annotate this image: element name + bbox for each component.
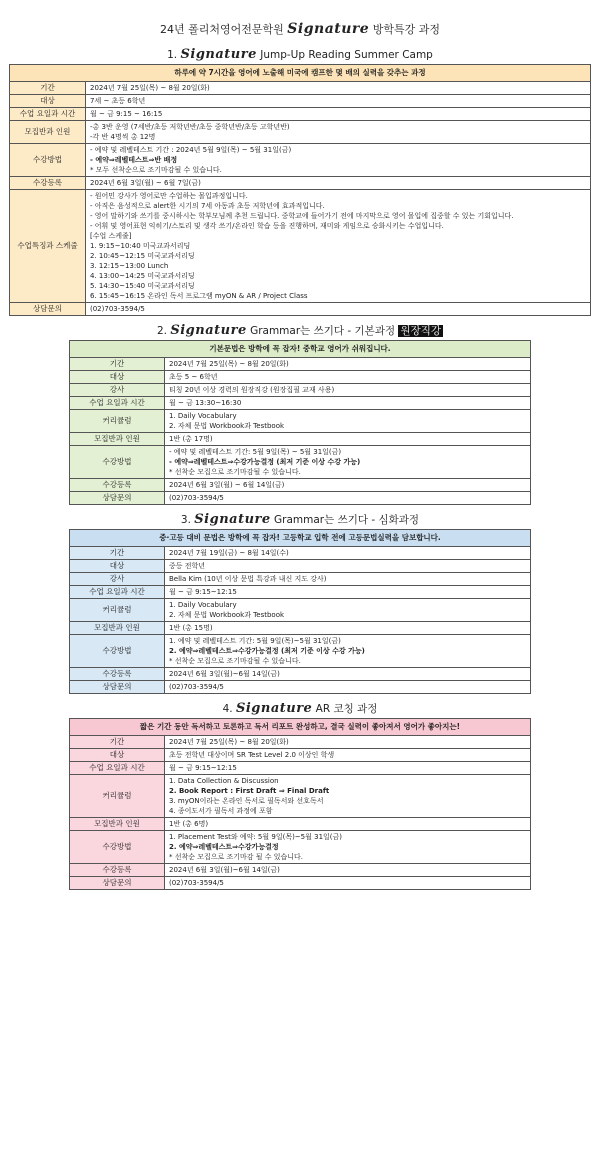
row-value bbox=[165, 371, 531, 384]
table-row bbox=[70, 384, 531, 397]
table-row bbox=[70, 681, 531, 694]
value-line: - 예약⇒레벨테스트⇒수강가능결정 (최저 기준 이상 수강 가능) bbox=[169, 458, 361, 466]
value-line: 2024년 7월 25일(목) ~ 8월 20일(화) bbox=[90, 84, 210, 92]
value-line: 3. 12:15~13:00 Lunch bbox=[90, 262, 169, 270]
row-label: 수업 요일과 시간 bbox=[70, 586, 165, 599]
value-line: 2024년 6월 3일(월) ~ 6월 14일(금) bbox=[169, 481, 285, 489]
row-value bbox=[165, 681, 531, 694]
row-label: 수강등록 bbox=[70, 668, 165, 681]
value-line: 티칭 20년 이상 경력의 원장직강 (원장집필 교재 사용) bbox=[169, 386, 335, 394]
table-row bbox=[70, 446, 531, 479]
value-line: 1반 (총 17명) bbox=[169, 435, 213, 443]
table-row bbox=[10, 108, 591, 121]
row-value bbox=[165, 384, 531, 397]
row-value bbox=[86, 108, 591, 121]
row-value bbox=[165, 573, 531, 586]
row-label: 수강방법 bbox=[70, 446, 165, 479]
table-row bbox=[70, 864, 531, 877]
value-line: [수업 스케줄] bbox=[90, 232, 132, 240]
row-value bbox=[86, 190, 591, 303]
row-label: 커리큘럼 bbox=[70, 775, 165, 818]
row-value bbox=[165, 547, 531, 560]
row-value bbox=[165, 877, 531, 890]
value-line: 2024년 7월 25일(목) ~ 8월 20일(화) bbox=[169, 360, 289, 368]
row-label: 수업 요일과 시간 bbox=[10, 108, 86, 121]
value-line: -총 3반 운영 (7세반/초등 저학년반/초등 중학년반/초등 고학년반) bbox=[90, 123, 290, 131]
section-3-table bbox=[69, 529, 531, 694]
table-row bbox=[70, 831, 531, 864]
row-label: 대상 bbox=[70, 560, 165, 573]
section-1-table bbox=[9, 64, 591, 316]
academy-name: 24년 폴리처영어전문학원 bbox=[160, 23, 284, 36]
table-row bbox=[70, 371, 531, 384]
table-row bbox=[70, 668, 531, 681]
section-3-headline: 중·고등 대비 문법은 방학에 꼭 잡자! 고등학교 입학 전에 고등문법실력을 담보합니다. bbox=[70, 530, 531, 547]
row-label: 기간 bbox=[70, 547, 165, 560]
value-line: 6. 15:45~16:15 온라인 독서 프로그램 myON & AR / Project Class bbox=[90, 292, 308, 300]
table-row bbox=[70, 547, 531, 560]
table-row bbox=[70, 433, 531, 446]
value-line: - 예약 및 레벨테스트 기간: 5월 9일(목) ~ 5월 31일(금) bbox=[169, 448, 342, 456]
row-label: 모집반과 인원 bbox=[10, 121, 86, 144]
table-row bbox=[10, 95, 591, 108]
section-2-table bbox=[69, 340, 531, 505]
value-line: - 예약⇒레벨테스트⇒반 배정 bbox=[90, 156, 178, 164]
value-line: 초등 5 ~ 6학년 bbox=[169, 373, 218, 381]
value-line: 5. 14:30~15:40 미국교과서리딩 bbox=[90, 282, 195, 290]
row-label: 대상 bbox=[70, 749, 165, 762]
table-row bbox=[70, 586, 531, 599]
value-line: - 아직은 음성적으로 alert한 시기의 7세 아동과 초등 저학년에 효과적입니다. bbox=[90, 202, 325, 210]
table-row bbox=[70, 492, 531, 505]
table-row bbox=[10, 190, 591, 303]
value-line: * 모두 선착순으로 조기마감될 수 있습니다. bbox=[90, 166, 222, 174]
section-3-title: 3. Signature Grammar는 쓰기다 - 심화과정 bbox=[180, 512, 420, 527]
value-line: 1. 예약 및 레벨테스트 기간: 5월 9일(목)~5월 31일(금) bbox=[169, 637, 341, 645]
table-row bbox=[70, 775, 531, 818]
row-value bbox=[165, 410, 531, 433]
section-1-title: 1. Signature Jump-Up Reading Summer Camp bbox=[167, 47, 433, 62]
value-line: 2024년 6월 3일(월)~6월 14일(금) bbox=[169, 866, 280, 874]
value-line: 1. Daily Vocabulary bbox=[169, 601, 237, 609]
table-row bbox=[10, 82, 591, 95]
table-row bbox=[10, 303, 591, 316]
row-value bbox=[86, 82, 591, 95]
row-label: 기간 bbox=[10, 82, 86, 95]
row-label: 모집반과 인원 bbox=[70, 622, 165, 635]
value-line: 7세 ~ 초등 6학년 bbox=[90, 97, 146, 105]
table-row bbox=[70, 479, 531, 492]
table-row bbox=[70, 560, 531, 573]
table-row bbox=[70, 762, 531, 775]
row-value bbox=[165, 446, 531, 479]
row-value bbox=[165, 831, 531, 864]
value-line: 1반 (총 15명) bbox=[169, 624, 213, 632]
value-line: * 선착순 모집으로 조기마감 될 수 있습니다. bbox=[169, 853, 304, 861]
value-line: 1반 (총 6명) bbox=[169, 820, 209, 828]
table-row bbox=[70, 749, 531, 762]
value-line: * 선착순 모집으로 조기마감될 수 있습니다. bbox=[169, 468, 301, 476]
value-line: - 영어 말하기와 쓰기를 중시하시는 학부모님께 추천 드립니다. 중학교에 들어가기 전에 마지막으로 영어 몰입에 집중할 수 있는 기회입니다. bbox=[90, 212, 514, 220]
row-value bbox=[165, 736, 531, 749]
row-value bbox=[165, 762, 531, 775]
value-line: (02)703-3594/5 bbox=[169, 494, 224, 502]
row-label: 커리큘럼 bbox=[70, 410, 165, 433]
program-label: 방학특강 과정 bbox=[372, 23, 440, 36]
row-label: 대상 bbox=[70, 371, 165, 384]
brand-name: Signature bbox=[287, 21, 370, 37]
row-value bbox=[165, 479, 531, 492]
row-label: 커리큘럼 bbox=[70, 599, 165, 622]
table-row bbox=[70, 410, 531, 433]
value-line: Bella Kim (10년 이상 문법 특강과 내신 지도 강사) bbox=[169, 575, 327, 583]
table-row bbox=[70, 397, 531, 410]
value-line: 2. 예약⇒레벨테스트⇒수강가능결정 (최저 기준 이상 수강 가능) bbox=[169, 647, 365, 655]
value-line: 2. 자체 문법 Workbook과 Testbook bbox=[169, 611, 285, 619]
page-title bbox=[0, 20, 600, 38]
value-line: * 선착순 모집으로 조기마감될 수 있습니다. bbox=[169, 657, 301, 665]
row-label: 수강방법 bbox=[10, 144, 86, 177]
value-line: 2. 10:45~12:15 미국교과서리딩 bbox=[90, 252, 195, 260]
row-label: 모집반과 인원 bbox=[70, 818, 165, 831]
row-value bbox=[86, 95, 591, 108]
table-row bbox=[10, 121, 591, 144]
table-row bbox=[70, 622, 531, 635]
row-value bbox=[165, 586, 531, 599]
table-row bbox=[70, 635, 531, 668]
table-row bbox=[70, 358, 531, 371]
row-label: 수업특징과 스케줄 bbox=[10, 190, 86, 303]
row-label: 상담문의 bbox=[10, 303, 86, 316]
row-label: 수강등록 bbox=[10, 177, 86, 190]
value-line: - 예약 및 레벨테스트 기간 : 2024년 5월 9일(목) ~ 5월 31일(금) bbox=[90, 146, 292, 154]
row-value bbox=[165, 635, 531, 668]
table-row bbox=[70, 599, 531, 622]
row-label: 상담문의 bbox=[70, 492, 165, 505]
value-line: (02)703-3594/5 bbox=[90, 305, 145, 313]
section-4-headline: 짧은 기간 동안 독서하고 토론하고 독서 리포트 완성하고, 결국 실력이 좋아져서 영어가 좋아지는! bbox=[70, 719, 531, 736]
table-row bbox=[10, 177, 591, 190]
row-value bbox=[86, 303, 591, 316]
row-label: 강사 bbox=[70, 573, 165, 586]
row-label: 강사 bbox=[70, 384, 165, 397]
row-label: 수강등록 bbox=[70, 479, 165, 492]
value-line: - 원어민 강사가 영어로만 수업하는 몰입과정입니다. bbox=[90, 192, 248, 200]
row-value bbox=[165, 397, 531, 410]
table-row bbox=[70, 573, 531, 586]
row-value bbox=[165, 560, 531, 573]
row-label: 기간 bbox=[70, 358, 165, 371]
row-value bbox=[165, 775, 531, 818]
row-value bbox=[165, 622, 531, 635]
row-value bbox=[86, 177, 591, 190]
value-line: - 어휘 및 영어표현 익히기/스토리 및 생각 쓰기/온라인 학습 등을 진행하며, 재미와 게임으로 승화시키는 수업입니다. bbox=[90, 222, 444, 230]
value-line: 1. 9:15~10:40 미국교과서리딩 bbox=[90, 242, 191, 250]
table-row bbox=[10, 144, 591, 177]
value-line: 2. 자체 문법 Workbook과 Testbook bbox=[169, 422, 285, 430]
section-2-headline: 기본문법은 방학에 꼭 잡자! 중학교 영어가 쉬워집니다. bbox=[70, 341, 531, 358]
table-row bbox=[70, 736, 531, 749]
row-label: 수강방법 bbox=[70, 635, 165, 668]
section-4-table bbox=[69, 718, 531, 890]
director-tag: 원장직강 bbox=[400, 325, 442, 337]
value-line: 중등 전학년 bbox=[169, 562, 206, 570]
value-line: 2024년 7월 19일(금) ~ 8월 14일(수) bbox=[169, 549, 289, 557]
row-label: 수업 요일과 시간 bbox=[70, 397, 165, 410]
value-line: 2024년 6월 3일(월)~6월 14일(금) bbox=[169, 670, 280, 678]
row-value bbox=[165, 749, 531, 762]
row-value bbox=[165, 864, 531, 877]
value-line: (02)703-3594/5 bbox=[169, 879, 224, 887]
value-line: 2024년 6월 3일(월) ~ 6월 7일(금) bbox=[90, 179, 201, 187]
section-1-headline: 하루에 약 7시간을 영어에 노출해 미국에 캠프한 몇 배의 실력을 갖추는 과정 bbox=[10, 65, 591, 82]
value-line: 월 ~ 금 9:15~12:15 bbox=[169, 764, 237, 772]
row-value bbox=[165, 668, 531, 681]
value-line: 월 ~ 금 9:15 ~ 16:15 bbox=[90, 110, 163, 118]
row-label: 수업 요일과 시간 bbox=[70, 762, 165, 775]
value-line: 초등 전학년 대상이며 SR Test Level 2.0 이상인 학생 bbox=[169, 751, 335, 759]
value-line: -각 반 4명씩 총 12명 bbox=[90, 133, 156, 141]
row-value bbox=[165, 358, 531, 371]
value-line: 4. 13:00~14:25 미국교과서리딩 bbox=[90, 272, 195, 280]
row-label: 수강방법 bbox=[70, 831, 165, 864]
value-line: 2. Book Report : First Draft ⇒ Final Draft bbox=[169, 787, 330, 795]
section-2-title: 2. Signature Grammar는 쓰기다 - 기본과정 원장직강 bbox=[156, 323, 442, 338]
row-label: 상담문의 bbox=[70, 877, 165, 890]
row-label: 모집반과 인원 bbox=[70, 433, 165, 446]
value-line: 1. Daily Vocabulary bbox=[169, 412, 237, 420]
value-line: 3. myON이라는 온라인 독서로 필독서와 선호독서 bbox=[169, 797, 324, 805]
value-line: 1. Placement Test와 예약: 5월 9일(목)~5월 31일(금) bbox=[169, 833, 343, 841]
row-label: 수강등록 bbox=[70, 864, 165, 877]
row-value bbox=[165, 433, 531, 446]
section-4-title: 4. Signature AR 코칭 과정 bbox=[222, 701, 378, 716]
value-line: 월 ~ 금 13:30~16:30 bbox=[169, 399, 242, 407]
value-line: 2024년 7월 25일(목) ~ 8월 20일(화) bbox=[169, 738, 289, 746]
value-line: 4. 종이도서가 필독서 과정에 포함 bbox=[169, 807, 273, 815]
row-value bbox=[165, 818, 531, 831]
value-line: 월 ~ 금 9:15~12:15 bbox=[169, 588, 237, 596]
value-line: (02)703-3594/5 bbox=[169, 683, 224, 691]
row-label: 기간 bbox=[70, 736, 165, 749]
row-value bbox=[165, 599, 531, 622]
table-row bbox=[70, 877, 531, 890]
row-label: 상담문의 bbox=[70, 681, 165, 694]
table-row bbox=[70, 818, 531, 831]
row-value bbox=[86, 121, 591, 144]
row-value bbox=[86, 144, 591, 177]
row-label: 대상 bbox=[10, 95, 86, 108]
value-line: 1. Data Collection & Discussion bbox=[169, 777, 279, 785]
value-line: 2. 예약⇒레벨테스트⇒수강가능결정 bbox=[169, 843, 279, 851]
row-value bbox=[165, 492, 531, 505]
